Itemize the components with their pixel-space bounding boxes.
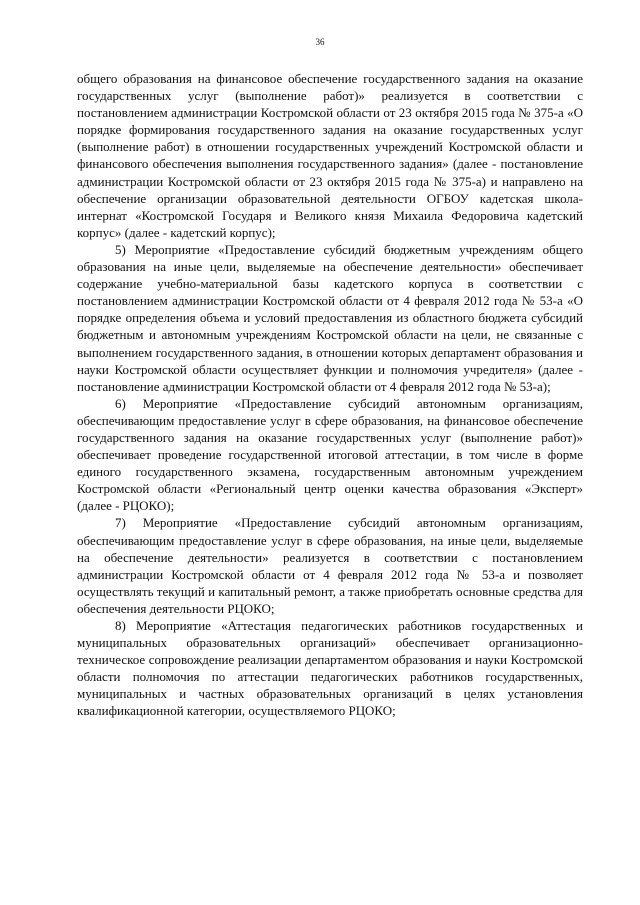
paragraph-continuation: общего образования на финансовое обеспечение государственного задания на оказание государственных услуг (выполнение работ)» реализуется в соответствии с постановлением администрации Костромской области от 23 октября 2015 года № 375-а «О порядке формирования государственного задания на оказание государственных услуг (выполнение работ) в отношении государственных учреждений Костромской области и финансового обеспечения выполнения государственного задания» (далее - постановление администрации Костромской области от 23 октября 2015 года № 375-а) и направлено на обеспечение организации образовательной деятельности ОГБОУ кадетская школа-интернат «Костромской Государя и Великого князя Михаила Федоровича кадетский корпус» (далее - кадетский корпус);	[77, 71, 583, 240]
page-number: 36	[315, 37, 325, 47]
paragraph-item-6: 6) Мероприятие «Предоставление субсидий автономным организациям, обеспечивающим предоставление услуг в сфере образования, на финансовое обеспечение государственного задания на оказание государственных услуг (выполнение работ)» обеспечивает проведение государственной итоговой аттестации, в том числе в форме единого государственного экзамена, государственным автономным учреждением Костромской области «Региональный центр оценки качества образования «Эксперт» (далее - РЦОКО);	[77, 395, 583, 514]
paragraph-item-5: 5) Мероприятие «Предоставление субсидий бюджетным учреждениям общего образования на иные цели, выделяемые на обеспечение деятельности» обеспечивает содержание учебно-материальной базы кадетского корпуса в соответствии с постановлением администрации Костромской области от 4 февраля 2012 года № 53-а «О порядке определения объема и условий предоставления из областного бюджета субсидий бюджетным и автономным учреждениям Костромской области на цели, не связанные с выполнением государственного задания, в отношении которых департамент образования и науки Костромской области осуществляет функции и полномочия учредителя» (далее - постановление администрации Костромской области от 4 февраля 2012 года № 53-а);	[77, 241, 583, 394]
paragraph-item-7: 7) Мероприятие «Предоставление субсидий автономным организациям, обеспечивающим предоставление услуг в сфере образования, на иные цели, выделяемые на обеспечение деятельности» реализуется в соответствии с постановлением администрации Костромской области от 4 февраля 2012 года № 53-а и позволяет осуществлять текущий и капитальный ремонт, а также приобретать основные средства для обеспечения деятельности РЦОКО;	[77, 515, 583, 616]
document-body	[77, 70, 583, 720]
paragraph-item-8: 8) Мероприятие «Аттестация педагогических работников государственных и муниципальных образовательных организаций» обеспечивает организационно-техническое сопровождение реализации департаментом образования и науки Костромской области полномочия по аттестации педагогических работников государственных, муниципальных и частных образовательных организаций в целях установления квалификационной категории, осуществляемого РЦОКО;	[77, 618, 583, 719]
